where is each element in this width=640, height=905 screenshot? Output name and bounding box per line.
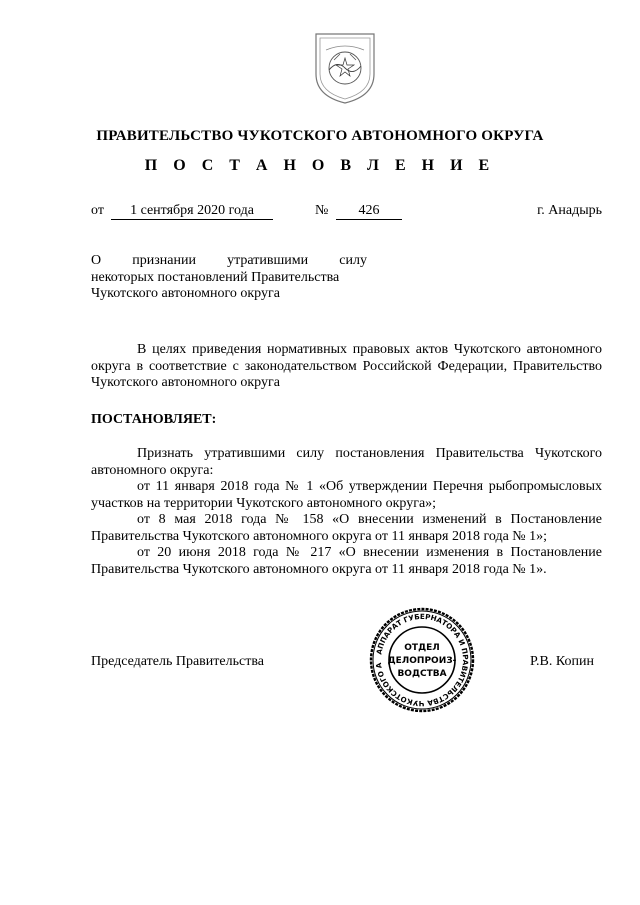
preamble (91, 342, 602, 392)
decree-number: 426 (336, 203, 402, 220)
number-sign: № (315, 203, 329, 218)
stamp-center-line-2: ДЕЛОПРОИЗ- (387, 656, 457, 666)
from-label: от (91, 203, 104, 218)
official-stamp-icon (368, 606, 476, 714)
resolution-item: от 11 января 2018 года № 1 «Об утверждении Перечня рыбопромысловых участков на территории Чукотского автономного округа»; (91, 479, 602, 511)
coat-of-arms-icon (312, 30, 378, 106)
resolution-item: от 8 мая 2018 года № 158 «О внесении изменений в Постановление Правительства Чукотского автономного округа от 11 января 2018 года № 1»; (91, 512, 602, 544)
government-title: ПРАВИТЕЛЬСТВО ЧУКОТСКОГО АВТОНОМНОГО ОКРУГА (96, 128, 544, 144)
subject-line-3: Чукотского автономного округа (91, 286, 280, 301)
stamp-ring-text: АППАРАТ ГУБЕРНАТОРА И ПРАВИТЕЛЬСТВА ЧУКОТСКОГО А (374, 611, 471, 709)
resolution-intro: Признать утратившими силу постановления Правительства Чукотского автономного округа: (91, 446, 602, 478)
stamp-center-line-1: ОТДЕЛ (404, 643, 440, 653)
decree-meta-row (91, 203, 602, 223)
city: г. Анадырь (537, 203, 602, 218)
decides-heading: ПОСТАНОВЛЯЕТ: (91, 412, 217, 427)
subject-line-2: некоторых постановлений Правительства (91, 269, 340, 285)
signer-name: Р.В. Копин (530, 654, 594, 669)
signer-title: Председатель Правительства (91, 654, 264, 669)
decree-date: 1 сентября 2020 года (111, 203, 273, 220)
decree-title: П О С Т А Н О В Л Е Н И Е (144, 157, 496, 174)
resolution-item: от 20 июня 2018 года № 217 «О внесении изменения в Постановление Правительства Чукотского автономного округа от 11 января 2018 года № 1». (91, 545, 602, 577)
stamp-center-line-3: ВОДСТВА (397, 669, 447, 679)
subject-line-1: О признании утратившими силу (91, 253, 367, 268)
resolution (91, 446, 602, 578)
preamble-paragraph: В целях приведения нормативных правовых актов Чукотского автономного округа в соответствие с законодательством Российской Федерации, Правительство Чукотского автономного округа (91, 342, 602, 390)
decree-subject (91, 253, 367, 303)
